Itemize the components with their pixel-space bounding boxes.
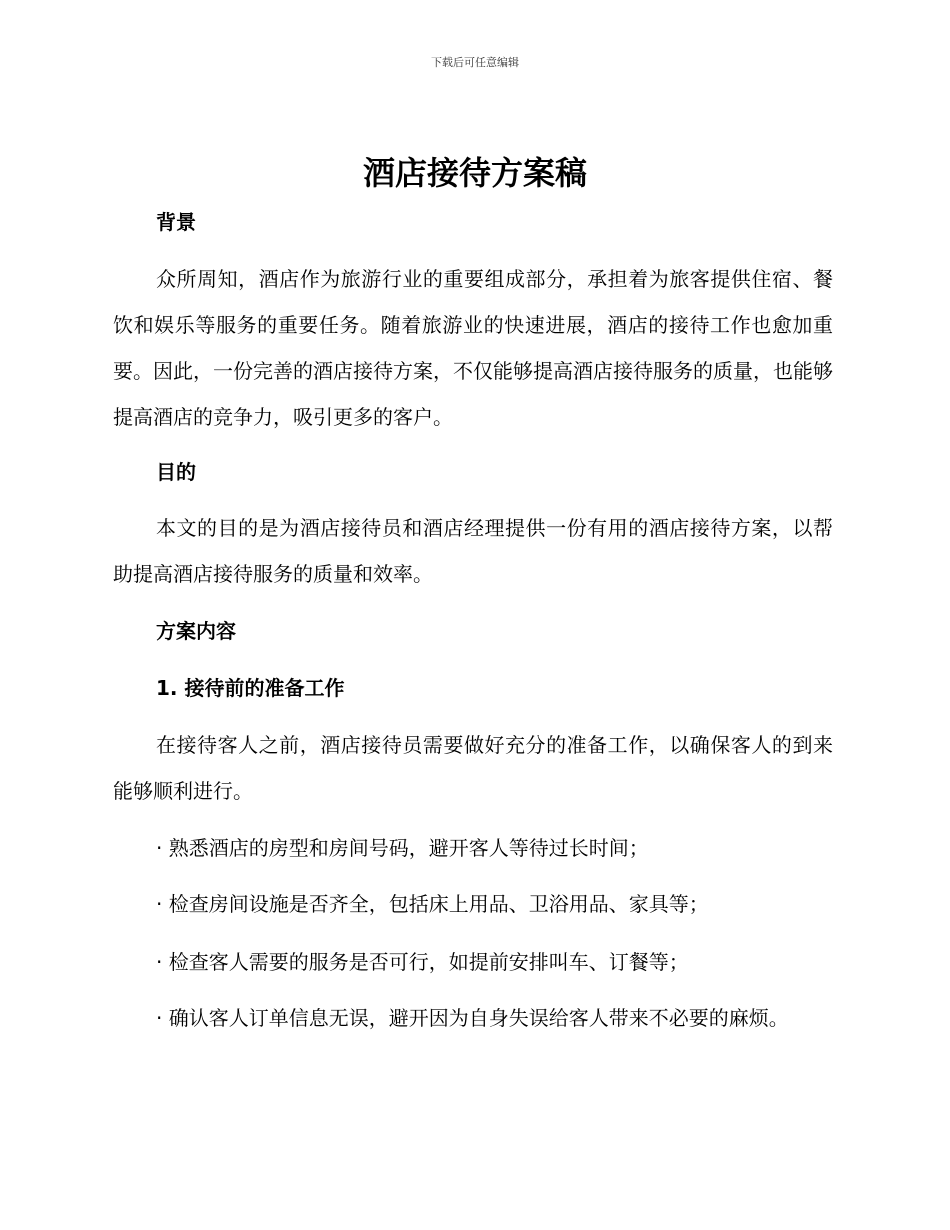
section-heading-background: 背景: [156, 210, 196, 234]
list-item-preparation-1: · 熟悉酒店的房型和房间号码，避开客人等待过长时间；: [156, 836, 649, 860]
subsection-heading-preparation: 1. 接待前的准备工作: [156, 676, 345, 700]
paragraph-preparation: 在接待客人之前，酒店接待员需要做好充分的准备工作，以确保客人的到来能够顺利进行。: [113, 733, 833, 803]
section-heading-purpose: 目的: [156, 460, 196, 484]
document-title: 酒店接待方案稿: [362, 154, 587, 192]
list-item-preparation-4: · 确认客人订单信息无误，避开因为自身失误给客人带来不必要的麻烦。: [156, 1006, 789, 1030]
paragraph-purpose: 本文的目的是为酒店接待员和酒店经理提供一份有用的酒店接待方案，以帮助提高酒店接待服务的质量和效率。: [113, 516, 833, 586]
page-header-note: 下载后可任意编辑: [431, 56, 519, 69]
section-heading-plan: 方案内容: [156, 619, 236, 643]
paragraph-background: 众所周知，酒店作为旅游行业的重要组成部分，承担着为旅客提供住宿、餐饮和娱乐等服务的重要任务。随着旅游业的快速进展，酒店的接待工作也愈加重要。因此，一份完善的酒店接待方案，不仅能够提高酒店接待服务的质量，也能够提高酒店的竞争力，吸引更多的客户。: [113, 267, 833, 429]
list-item-preparation-3: · 检查客人需要的服务是否可行，如提前安排叫车、订餐等；: [156, 950, 689, 974]
list-item-preparation-2: · 检查房间设施是否齐全，包括床上用品、卫浴用品、家具等；: [156, 892, 709, 916]
